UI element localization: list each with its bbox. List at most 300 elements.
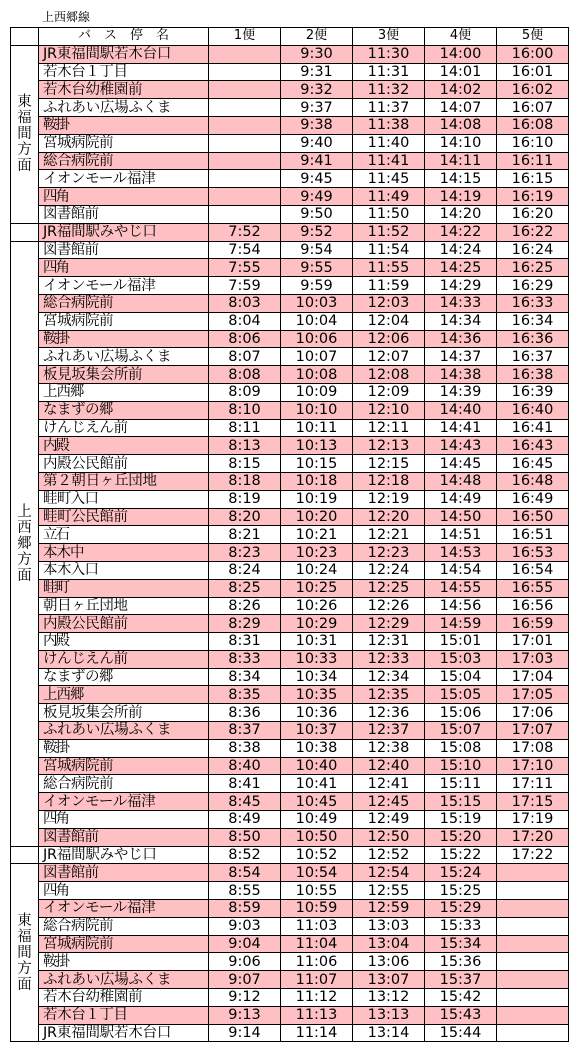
departure-time: 12:29	[353, 615, 425, 633]
departure-time: 11:14	[281, 1024, 353, 1042]
departure-time: 9:04	[209, 935, 281, 953]
departure-time: 15:43	[425, 1006, 497, 1024]
table-row	[11, 81, 569, 99]
stop-name	[39, 953, 209, 971]
departure-time: 16:56	[497, 597, 569, 615]
departure-time: 11:04	[281, 935, 353, 953]
departure-time: 16:53	[497, 544, 569, 562]
departure-time: 16:41	[497, 419, 569, 437]
stop-name	[39, 900, 209, 918]
table-row	[11, 775, 569, 793]
stop-name	[39, 597, 209, 615]
stop-name-text: 宮城病院前	[43, 758, 113, 775]
stop-name	[39, 312, 209, 330]
departure-time: 15:08	[425, 739, 497, 757]
departure-time: 9:50	[281, 205, 353, 223]
stop-name	[39, 419, 209, 437]
section-label-char: 東	[17, 912, 32, 929]
departure-time: 17:15	[497, 793, 569, 811]
stop-name	[39, 811, 209, 829]
stop-name-text: 本木中	[43, 544, 84, 561]
departure-time: 14:40	[425, 401, 497, 419]
timetable-body	[11, 28, 569, 1042]
departure-time	[497, 971, 569, 989]
departure-time: 8:24	[209, 561, 281, 579]
stop-name-text: 鞍掛	[43, 330, 68, 347]
stop-name-text: 四角	[43, 188, 68, 205]
stop-name-text: 内殿公民館前	[43, 615, 128, 632]
table-row	[11, 811, 569, 829]
departure-time: 16:29	[497, 277, 569, 295]
departure-time: 14:08	[425, 116, 497, 134]
stop-name-text: ふれあい広場ふくま	[43, 971, 172, 988]
stop-name-text: JR福間駅みやじ口	[43, 224, 157, 241]
departure-time: 14:54	[425, 561, 497, 579]
departure-time: 16:07	[497, 99, 569, 117]
stop-name-text: イオンモール福津	[43, 793, 156, 810]
departure-time: 8:25	[209, 579, 281, 597]
section-label-char: 方	[17, 960, 32, 977]
departure-time: 15:19	[425, 811, 497, 829]
departure-time: 16:39	[497, 383, 569, 401]
table-row	[11, 401, 569, 419]
departure-time: 8:10	[209, 401, 281, 419]
departure-time: 11:13	[281, 1006, 353, 1024]
departure-time: 9:32	[281, 81, 353, 99]
departure-time: 17:22	[497, 846, 569, 864]
section-label-char: 面	[17, 976, 32, 993]
stop-name-text: 朝日ヶ丘団地	[43, 597, 128, 614]
departure-time: 14:48	[425, 472, 497, 490]
stop-name	[39, 544, 209, 562]
header-run-2: 2便	[281, 28, 353, 46]
departure-time: 14:24	[425, 241, 497, 259]
departure-time: 8:36	[209, 704, 281, 722]
departure-time: 10:59	[281, 900, 353, 918]
stop-name-text: 内殿公民館前	[43, 455, 128, 472]
departure-time: 15:22	[425, 846, 497, 864]
stop-name	[39, 348, 209, 366]
departure-time	[497, 953, 569, 971]
stop-name	[39, 152, 209, 170]
table-row	[11, 739, 569, 757]
section-label-char: 福	[17, 928, 32, 945]
departure-time: 9:49	[281, 188, 353, 206]
departure-time: 12:09	[353, 383, 425, 401]
departure-time: 14:41	[425, 419, 497, 437]
stop-name-text: 宮城病院前	[43, 936, 113, 953]
departure-time: 16:49	[497, 490, 569, 508]
departure-time: 12:20	[353, 508, 425, 526]
departure-time: 14:20	[425, 205, 497, 223]
departure-time: 8:03	[209, 294, 281, 312]
table-row	[11, 544, 569, 562]
departure-time: 8:21	[209, 526, 281, 544]
table-row	[11, 383, 569, 401]
stop-name	[39, 63, 209, 81]
departure-time: 12:40	[353, 757, 425, 775]
departure-time	[497, 989, 569, 1007]
table-row	[11, 205, 569, 223]
table-row	[11, 704, 569, 722]
departure-time	[497, 935, 569, 953]
departure-time: 16:36	[497, 330, 569, 348]
stop-name-text: 板見坂集会所前	[43, 366, 143, 383]
stop-name	[39, 650, 209, 668]
table-row	[11, 882, 569, 900]
departure-time: 16:15	[497, 170, 569, 188]
departure-time: 15:29	[425, 900, 497, 918]
departure-time: 14:01	[425, 63, 497, 81]
departure-time: 14:38	[425, 366, 497, 384]
departure-time: 8:45	[209, 793, 281, 811]
departure-time: 12:24	[353, 561, 425, 579]
stop-name	[39, 205, 209, 223]
departure-time: 14:29	[425, 277, 497, 295]
departure-time: 12:18	[353, 472, 425, 490]
departure-time: 9:30	[281, 45, 353, 63]
departure-time: 9:41	[281, 152, 353, 170]
departure-time: 7:52	[209, 223, 281, 241]
departure-time: 8:06	[209, 330, 281, 348]
table-row	[11, 419, 569, 437]
departure-time	[497, 882, 569, 900]
departure-time: 8:50	[209, 828, 281, 846]
departure-time: 11:50	[353, 205, 425, 223]
stop-name	[39, 188, 209, 206]
departure-time: 16:11	[497, 152, 569, 170]
departure-time: 9:52	[281, 223, 353, 241]
departure-time: 10:31	[281, 633, 353, 651]
departure-time: 8:08	[209, 366, 281, 384]
departure-time: 16:33	[497, 294, 569, 312]
table-row	[11, 508, 569, 526]
departure-time: 8:34	[209, 668, 281, 686]
departure-time: 8:13	[209, 437, 281, 455]
table-row	[11, 935, 569, 953]
departure-time: 17:08	[497, 739, 569, 757]
departure-time: 15:24	[425, 864, 497, 882]
stop-name-text: 内殿	[43, 437, 68, 454]
stop-name	[39, 864, 209, 882]
table-row	[11, 971, 569, 989]
table-row	[11, 99, 569, 117]
departure-time: 15:10	[425, 757, 497, 775]
table-row	[11, 170, 569, 188]
table-row	[11, 45, 569, 63]
departure-time: 11:32	[353, 81, 425, 99]
departure-time: 11:03	[281, 917, 353, 935]
departure-time: 12:06	[353, 330, 425, 348]
stop-name	[39, 828, 209, 846]
departure-time	[209, 116, 281, 134]
stop-name	[39, 437, 209, 455]
departure-time: 17:10	[497, 757, 569, 775]
departure-time: 15:07	[425, 722, 497, 740]
stop-name	[39, 739, 209, 757]
departure-time: 14:25	[425, 259, 497, 277]
departure-time: 17:06	[497, 704, 569, 722]
table-row	[11, 526, 569, 544]
departure-time: 10:38	[281, 739, 353, 757]
departure-time: 15:04	[425, 668, 497, 686]
stop-name-text: 四角	[43, 259, 68, 276]
departure-time: 12:45	[353, 793, 425, 811]
stop-name	[39, 1006, 209, 1024]
departure-time: 12:59	[353, 900, 425, 918]
departure-time: 10:15	[281, 455, 353, 473]
departure-time: 15:20	[425, 828, 497, 846]
stop-name-text: 総合病院前	[43, 295, 113, 312]
departure-time: 10:41	[281, 775, 353, 793]
departure-time: 10:49	[281, 811, 353, 829]
departure-time: 10:20	[281, 508, 353, 526]
stop-name	[39, 472, 209, 490]
table-row	[11, 864, 569, 882]
departure-time: 9:14	[209, 1024, 281, 1042]
departure-time: 13:03	[353, 917, 425, 935]
stop-name-text: 内殿	[43, 633, 68, 650]
departure-time	[209, 170, 281, 188]
departure-time: 10:18	[281, 472, 353, 490]
departure-time: 12:11	[353, 419, 425, 437]
stop-name-text: 畦町	[43, 580, 68, 597]
table-row	[11, 116, 569, 134]
departure-time: 9:03	[209, 917, 281, 935]
departure-time: 10:21	[281, 526, 353, 544]
stop-name-text: 本木入口	[43, 562, 99, 579]
table-row	[11, 793, 569, 811]
departure-time: 10:45	[281, 793, 353, 811]
departure-time: 16:01	[497, 63, 569, 81]
section-label-char: 面	[17, 158, 32, 175]
table-row	[11, 472, 569, 490]
stop-name	[39, 775, 209, 793]
stop-name	[39, 455, 209, 473]
table-row	[11, 561, 569, 579]
stop-name	[39, 241, 209, 259]
departure-time: 11:37	[353, 99, 425, 117]
stop-name-text: 板見坂集会所前	[43, 704, 143, 721]
departure-time: 13:04	[353, 935, 425, 953]
departure-time: 10:06	[281, 330, 353, 348]
stop-name-text: 畦町入口	[43, 491, 99, 508]
table-row	[11, 1006, 569, 1024]
departure-time: 10:09	[281, 383, 353, 401]
stop-name	[39, 223, 209, 241]
departure-time: 14:19	[425, 188, 497, 206]
departure-time: 12:26	[353, 597, 425, 615]
departure-time: 15:37	[425, 971, 497, 989]
departure-time: 15:05	[425, 686, 497, 704]
departure-time: 12:10	[353, 401, 425, 419]
departure-time: 16:51	[497, 526, 569, 544]
stop-name	[39, 686, 209, 704]
departure-time: 10:19	[281, 490, 353, 508]
table-row	[11, 686, 569, 704]
departure-time: 12:04	[353, 312, 425, 330]
table-row	[11, 259, 569, 277]
stop-name	[39, 401, 209, 419]
departure-time: 13:13	[353, 1006, 425, 1024]
departure-time: 15:03	[425, 650, 497, 668]
departure-time: 13:12	[353, 989, 425, 1007]
departure-time: 15:06	[425, 704, 497, 722]
departure-time: 12:21	[353, 526, 425, 544]
departure-time: 9:13	[209, 1006, 281, 1024]
stop-name	[39, 1024, 209, 1042]
departure-time: 10:04	[281, 312, 353, 330]
section-label-char: 面	[17, 567, 32, 584]
departure-time: 14:11	[425, 152, 497, 170]
departure-time	[209, 99, 281, 117]
stop-name	[39, 579, 209, 597]
departure-time	[497, 1024, 569, 1042]
stop-name-text: 第２朝日ヶ丘団地	[43, 473, 157, 490]
departure-time	[209, 134, 281, 152]
departure-time: 10:50	[281, 828, 353, 846]
stop-name	[39, 757, 209, 775]
stop-name-text: なまずの郷	[43, 402, 113, 419]
departure-time: 14:51	[425, 526, 497, 544]
departure-time: 12:23	[353, 544, 425, 562]
departure-time: 9:45	[281, 170, 353, 188]
departure-time	[209, 152, 281, 170]
departure-time: 14:15	[425, 170, 497, 188]
stop-name-text: 総合病院前	[43, 152, 113, 169]
table-row	[11, 241, 569, 259]
table-row	[11, 1024, 569, 1042]
departure-time	[497, 1006, 569, 1024]
table-row	[11, 312, 569, 330]
table-row	[11, 917, 569, 935]
departure-time: 9:12	[209, 989, 281, 1007]
stop-name	[39, 793, 209, 811]
departure-time: 10:33	[281, 650, 353, 668]
departure-time: 10:40	[281, 757, 353, 775]
departure-time	[209, 45, 281, 63]
departure-time: 12:54	[353, 864, 425, 882]
stop-name	[39, 704, 209, 722]
stop-name	[39, 81, 209, 99]
departure-time: 17:11	[497, 775, 569, 793]
section-label-char: 間	[17, 126, 32, 143]
stop-name-text: ふれあい広場ふくま	[43, 99, 172, 116]
departure-time: 10:10	[281, 401, 353, 419]
departure-time: 10:08	[281, 366, 353, 384]
departure-time: 16:02	[497, 81, 569, 99]
departure-time: 11:12	[281, 989, 353, 1007]
departure-time: 11:55	[353, 259, 425, 277]
table-row	[11, 900, 569, 918]
departure-time: 8:29	[209, 615, 281, 633]
departure-time: 16:34	[497, 312, 569, 330]
departure-time: 16:00	[497, 45, 569, 63]
stop-name-text: 鞍掛	[43, 953, 68, 970]
departure-time: 13:14	[353, 1024, 425, 1042]
departure-time: 10:36	[281, 704, 353, 722]
departure-time: 17:20	[497, 828, 569, 846]
departure-time: 16:37	[497, 348, 569, 366]
stop-name	[39, 170, 209, 188]
departure-time: 12:15	[353, 455, 425, 473]
table-row	[11, 989, 569, 1007]
departure-time	[497, 864, 569, 882]
departure-time	[497, 917, 569, 935]
departure-time: 16:19	[497, 188, 569, 206]
departure-time: 11:54	[353, 241, 425, 259]
section-label-char: 郷	[17, 535, 32, 552]
departure-time: 10:03	[281, 294, 353, 312]
departure-time: 9:06	[209, 953, 281, 971]
departure-time: 14:02	[425, 81, 497, 99]
departure-time: 16:08	[497, 116, 569, 134]
table-row	[11, 455, 569, 473]
table-row	[11, 828, 569, 846]
departure-time: 8:54	[209, 864, 281, 882]
stop-name	[39, 116, 209, 134]
departure-time: 12:38	[353, 739, 425, 757]
departure-time: 12:34	[353, 668, 425, 686]
departure-time: 12:36	[353, 704, 425, 722]
stop-name-text: JR福間駅みやじ口	[43, 847, 157, 864]
section-label-char: 西	[17, 519, 32, 536]
stop-name-text: 図書館前	[43, 241, 99, 258]
departure-time: 8:19	[209, 490, 281, 508]
header-row	[11, 28, 569, 46]
stop-name-text: イオンモール福津	[43, 277, 156, 294]
section-label-char: 上	[17, 503, 32, 520]
departure-time: 11:40	[353, 134, 425, 152]
departure-time: 9:55	[281, 259, 353, 277]
departure-time: 16:22	[497, 223, 569, 241]
departure-time	[209, 188, 281, 206]
table-row	[11, 579, 569, 597]
header-run-3: 3便	[353, 28, 425, 46]
departure-time: 10:37	[281, 722, 353, 740]
section-label-char: 方	[17, 551, 32, 568]
stop-name	[39, 615, 209, 633]
departure-time: 8:49	[209, 811, 281, 829]
departure-time: 9:37	[281, 99, 353, 117]
departure-time: 8:55	[209, 882, 281, 900]
stop-name-text: JR東福間駅若木台口	[43, 1025, 172, 1042]
stop-name	[39, 935, 209, 953]
departure-time: 9:07	[209, 971, 281, 989]
header-run-4: 4便	[425, 28, 497, 46]
departure-time: 15:42	[425, 989, 497, 1007]
stop-name-text: 四角	[43, 882, 68, 899]
stop-name-text: ふれあい広場ふくま	[43, 348, 172, 365]
departure-time: 10:26	[281, 597, 353, 615]
stop-name-text: イオンモール福津	[43, 170, 156, 187]
departure-time: 16:24	[497, 241, 569, 259]
departure-time: 14:39	[425, 383, 497, 401]
departure-time: 17:07	[497, 722, 569, 740]
departure-time: 15:01	[425, 633, 497, 651]
departure-time: 12:19	[353, 490, 425, 508]
line-title: 上西郷線	[42, 10, 91, 24]
stop-name-text: イオンモール福津	[43, 900, 156, 917]
departure-time: 15:36	[425, 953, 497, 971]
stop-name-text: 上西郷	[43, 384, 84, 401]
departure-time: 16:40	[497, 401, 569, 419]
table-row	[11, 348, 569, 366]
departure-time: 9:40	[281, 134, 353, 152]
stop-name-text: 若木台１丁目	[43, 1007, 128, 1024]
departure-time: 14:37	[425, 348, 497, 366]
table-row	[11, 223, 569, 241]
